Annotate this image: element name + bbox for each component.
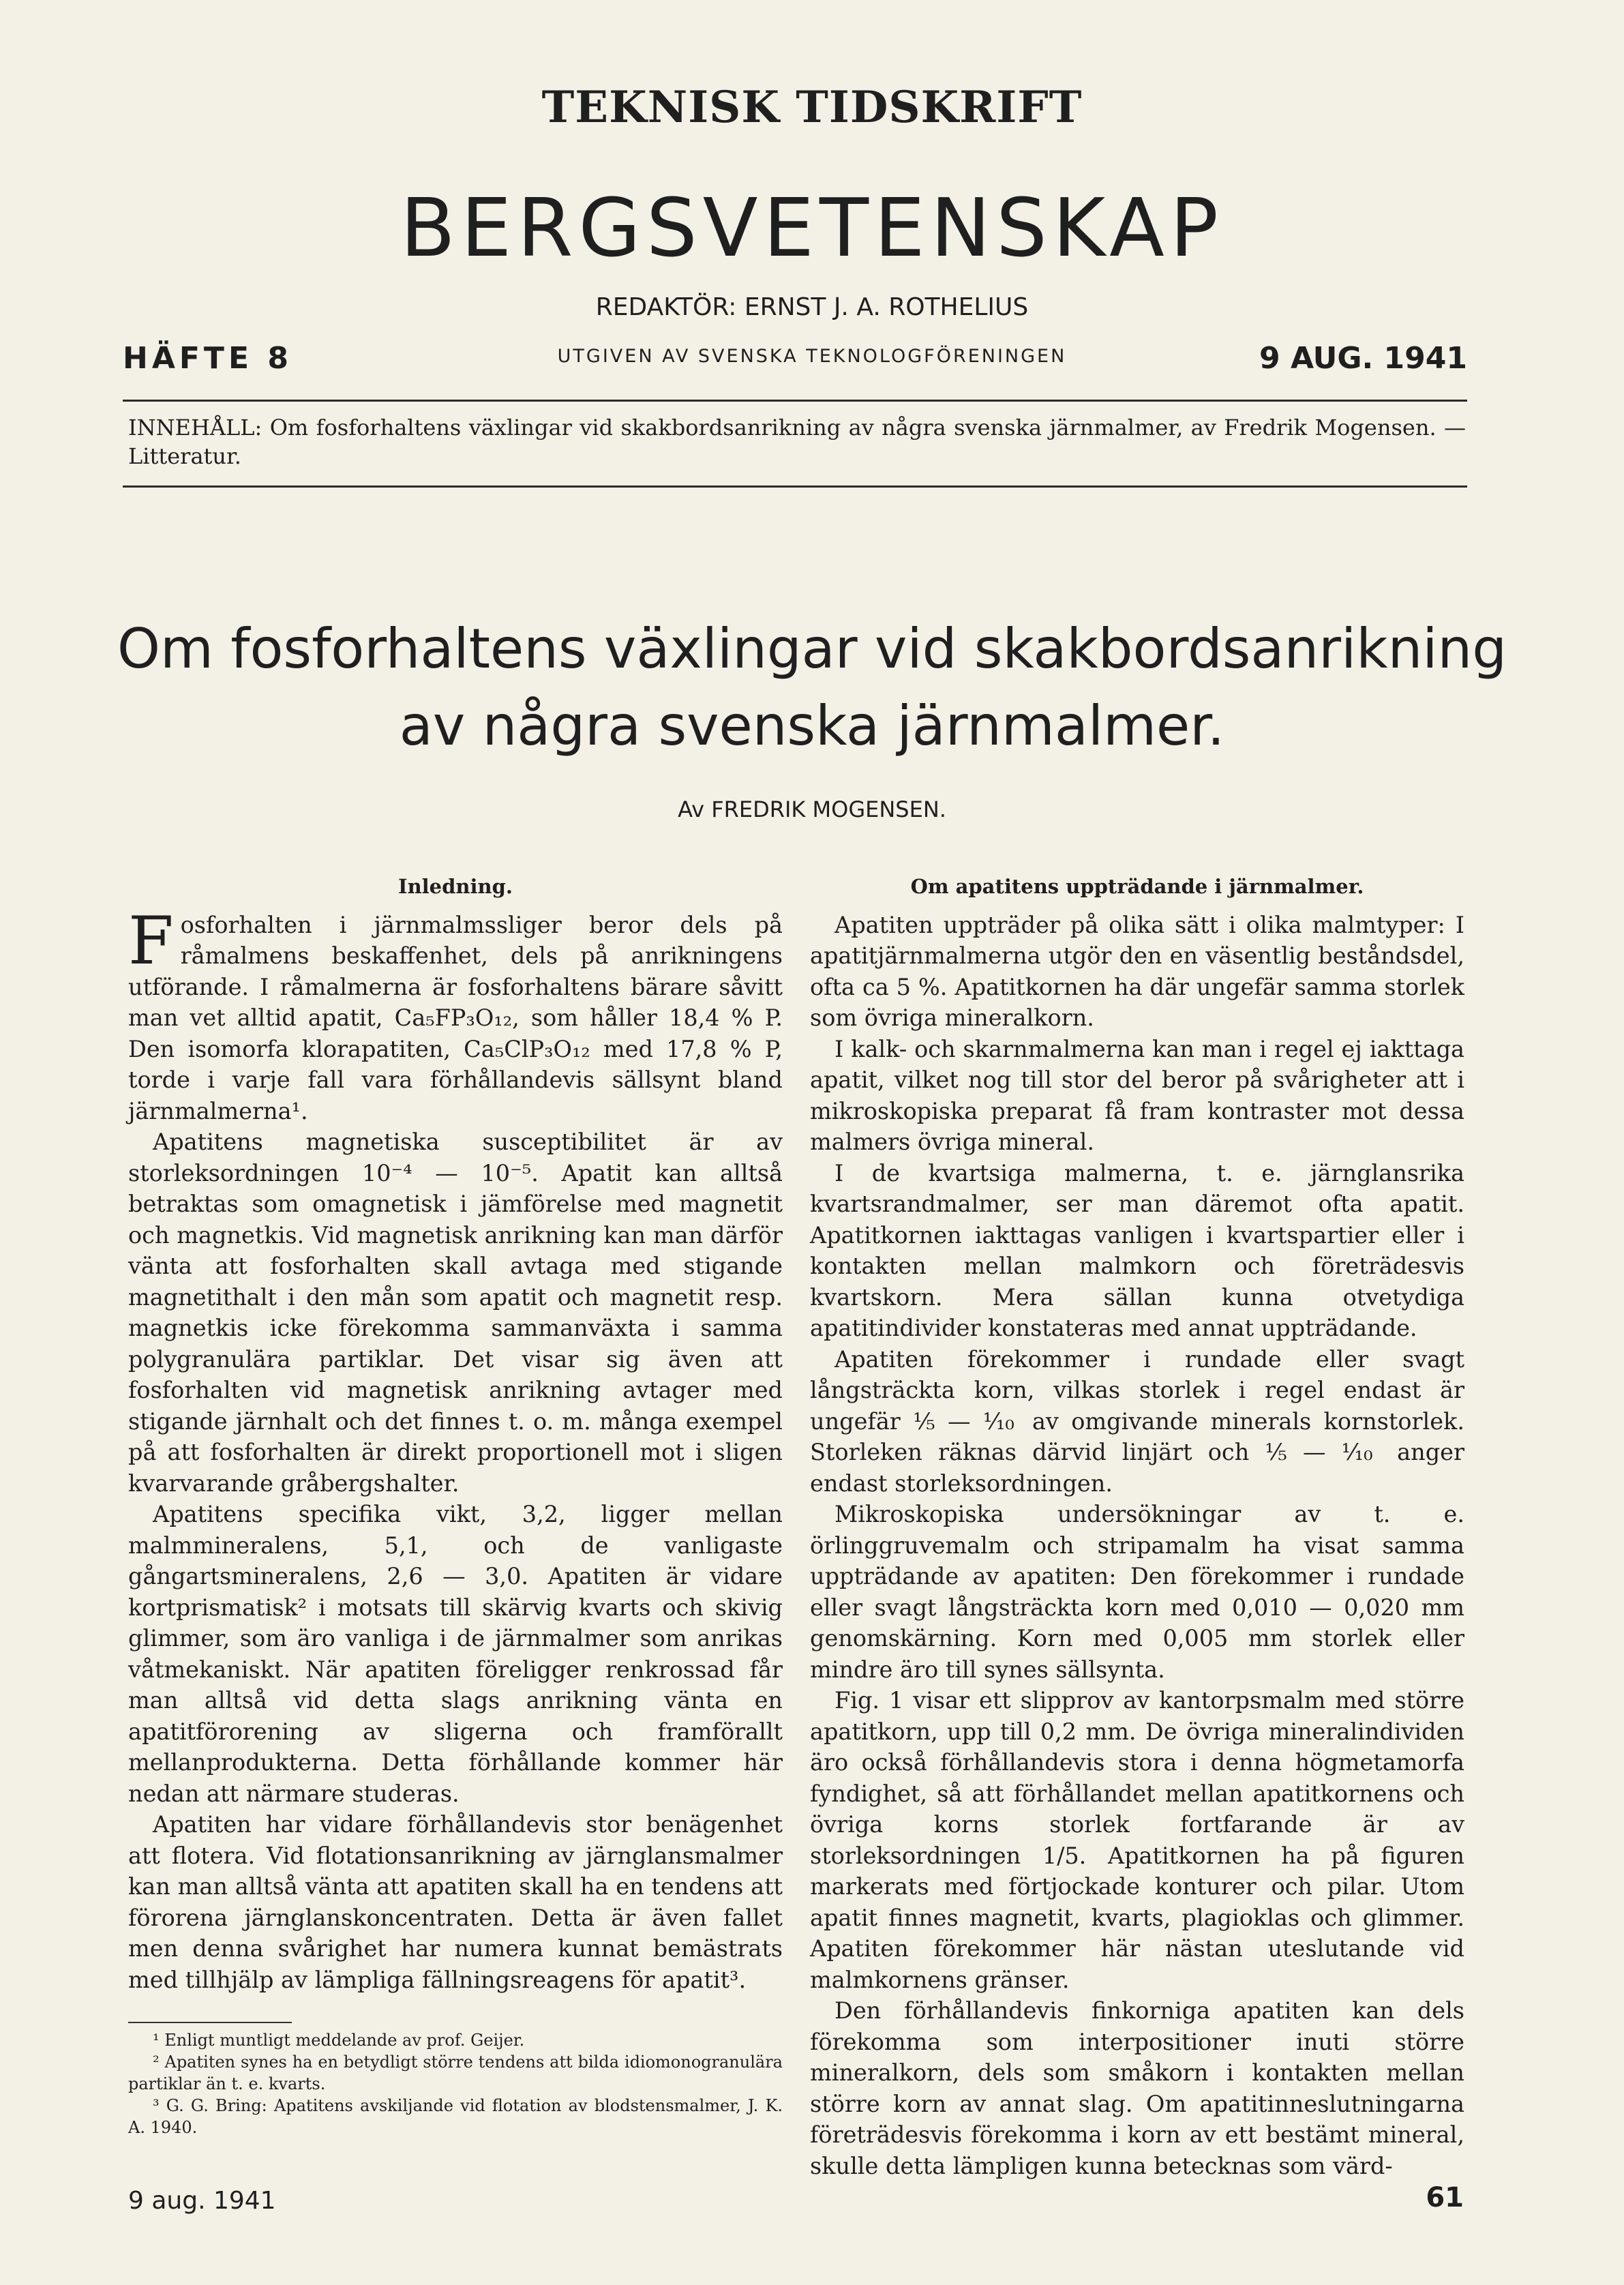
footnote: ³ G. G. Bring: Apatitens avskiljande vid flotation av blodstensmalmer, J. K. A. 1940. [128, 2096, 783, 2137]
paragraph: Apatiten förekommer i rundade eller svagt långsträckta korn, vilkas storlek i regel endast är ungefär ⅕ — ⅒ av omgivande minerals kornstorlek. Storleken räknas därvid linjärt och ⅕ — ⅒ anger endast storleksordningen. [810, 1345, 1464, 1497]
paragraph: Fig. 1 visar ett slipprov av kantorpsmalm med större apatitkorn, upp till 0,2 mm. De övriga mineralindividen äro också förhållandevis stora i denna högmetamorfa fyndighet, så att förhållandet mellan apatitkornens och övriga korns storlek fortfarande är av storleksordningen 1/5. Apatitkornen ha på figuren markerats med förtjockade konturer och pilar. Utom apatit finnes magnetit, kvarts, plagioklas och glimmer. Apatiten förekommer här nästan uteslutande vid malmkornens gränser. [810, 1687, 1464, 1993]
paragraph-text: osforhalten i järnmalmssliger beror dels på råmalmens beskaffenhet, dels på anrikningens utförande. I råmalmerna är fosforhaltens bärare såvitt man vet alltid apatit, Ca₅FP₃O₁₂, som håller 18,4 % P. Den isomorfa klorapatiten, Ca₅ClP₃O₁₂ med 17,8 % P, torde i varje fall vara förhållandevis sällsynt bland järnmalmerna¹. [128, 911, 783, 1124]
drop-cap: F [128, 902, 174, 979]
contents-rule [123, 486, 1467, 488]
paragraph: Apatitens magnetiska susceptibilitet är av storleksordningen 10⁻⁴ — 10⁻⁵. Apatit kan alltså betraktas som omagnetisk i jämförelse med magnetit och magnetkis. Vid magnetisk anrikning kan man därför vänta att fosforhalten skall avtaga med stigande magnetithalt i den mån som apatit och magnetit resp. magnetkis icke förekomma sammanväxta i samma polygranulära partiklar. Det visar sig även att fosforhalten vid magnetisk anrikning avtager med stigande järnhalt och det finnes t. o. m. många exempel på att fosforhalten är direkt proportionell mot i sligen kvarvarande gråbergshalter. [128, 1129, 783, 1497]
paragraph: Den förhållandevis finkorniga apatiten kan dels förekomma som interpositioner inuti större mineralkorn, dels som småkorn i kontakten mellan större korn av annat slag. Om apatitinneslutningarna företrädesvis förekomma i korn av ett bestämt mineral, skulle detta lämpligen kunna betecknas som värd- [810, 1997, 1464, 2179]
footnote: ¹ Enligt muntligt meddelande av prof. Geijer. [153, 2031, 525, 2050]
paragraph: I de kvartsiga malmerna, t. e. järnglansrika kvartsrandmalmer, ser man däremot ofta apatit. Apatitkornen iakttagas vanligen i kvartspartier eller i kontakten mellan malmkorn och företrädesvis kvartskorn. Mera sällan kunna otvetydiga apatitindivider konstateras med annat uppträdande. [810, 1159, 1464, 1341]
paragraph: Apatitens specifika vikt, 3,2, ligger mellan malmmineralens, 5,1, och de vanligaste gångartsmineralens, 2,6 — 3,0. Apatiten är vidare kortprismatisk² i motsats till skärvig kvarts och skivig glimmer, som äro vanliga i de järnmalmer som anrikas våtmekaniskt. När apatiten föreligger renkrossad får man alltså vid detta slags anrikning vänta en apatitförorening av sligerna och framförallt mellanprodukterna. Detta förhållande kommer här nedan att närmare studeras. [128, 1501, 783, 1807]
footnote-rule [128, 2022, 292, 2023]
issue-number: HÄFTE 8 [123, 341, 292, 376]
right-column [810, 871, 1464, 2181]
paragraph: I kalk- och skarnmalmerna kan man i regel ej iakttaga apatit, vilket nog till stor del beror på svårigheter att i mikroskopiska preparat få fram kontraster mot dessa malmers övriga mineral. [810, 1035, 1464, 1155]
section-title: BERGSVETENSKAP [400, 181, 1224, 275]
footnotes [128, 2029, 783, 2138]
paragraph [128, 902, 783, 1127]
byline: Av FREDRIK MOGENSEN. [678, 796, 946, 822]
page-number: 61 [1426, 2182, 1464, 2213]
article-title-line-1: Om fosforhaltens växlingar vid skakbordsanrikning [117, 617, 1507, 681]
article-title-line-2: av några svenska järnmalmer. [399, 694, 1225, 758]
paragraph: Apatiten uppträder på olika sätt i olika malmtyper: I apatitjärnmalmerna utgör den en väsentlig beståndsdel, ofta ca 5 %. Apatitkornen ha där ungefär samma storlek som övriga mineralkorn. [810, 911, 1464, 1031]
left-column [128, 871, 783, 1995]
section-heading-intro: Inledning. [398, 875, 513, 898]
footer-date: 9 aug. 1941 [128, 2187, 276, 2215]
editor-line: REDAKTÖR: ERNST J. A. ROTHELIUS [595, 293, 1029, 321]
paragraph: Apatiten har vidare förhållandevis stor benägenhet att flotera. Vid flotationsanrikning av järnglansmalmer kan man alltså vänta att apatiten skall ha en tendens att förorena järnglanskoncentraten. Detta är även fallet men denna svårighet har numera kunnat bemästrats med tillhjälp av lämpliga fällningsreagens för apatit³. [128, 1811, 783, 1993]
issue-date: 9 AUG. 1941 [1259, 341, 1467, 376]
paragraph: Mikroskopiska undersökningar av t. e. örlinggruvemalm och stripamalm ha visat samma uppträdande av apatiten: Den förekommer i rundade eller svagt långsträckta korn med 0,010 — 0,020 mm genomskärning. Korn med 0,005 mm storlek eller mindre äro till synes sällsynta. [810, 1501, 1464, 1683]
footnote: ² Apatiten synes ha en betydligt större tendens att bilda idiomonogranulära partiklar än t. e. kvarts. [128, 2052, 783, 2093]
journal-name: TEKNISK TIDSKRIFT [541, 82, 1083, 133]
table-of-contents: INNEHÅLL: Om fosforhaltens växlingar vid skakbordsanrikning av några svenska järnmalmer, av Fredrik Mogensen. — Litteratur. [128, 415, 1466, 469]
publisher-line: UTGIVEN AV SVENSKA TEKNOLOGFÖRENINGEN [557, 346, 1067, 367]
masthead-rule [123, 400, 1467, 402]
section-heading-apatite: Om apatitens uppträdande i järnmalmer. [910, 875, 1364, 898]
